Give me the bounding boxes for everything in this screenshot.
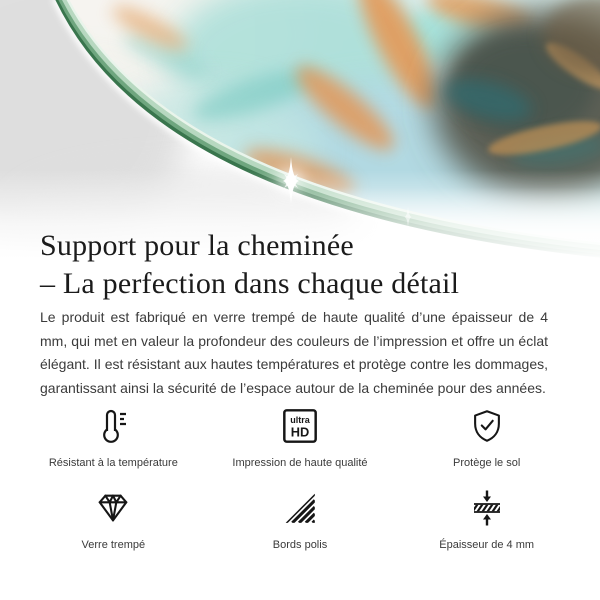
product-description: Le produit est fabriqué en verre trempé de haute qualité d’une épaisseur de 4 mm, qui met en valeur la profondeur des couleurs de l’impression et offre un éclat élégant. Il est résistant aux hautes températures et protège contre les dommages, garantissant ainsi la sécurité de l’espace autour de la cheminée pour des années. [40,309,548,396]
features-grid [20,403,580,567]
feature-polished-edges [207,485,394,567]
diamond-icon [93,485,133,531]
feature-print-quality [207,403,394,485]
feature-label: Protège le sol [453,457,521,469]
product-hero-image [0,0,600,260]
ultra-hd-badge-bottom: HD [290,424,310,440]
feature-label: Impression de haute qualité [232,457,368,469]
ultra-hd-badge-top: ultra [290,415,310,426]
page-title-line1: Support pour la cheminée [40,229,354,262]
feature-label: Résistant à la température [48,457,178,469]
thickness-icon [467,485,507,531]
feature-label: Bords polis [272,539,328,551]
feature-temperature-resistant [20,403,207,485]
feature-label: Épaisseur de 4 mm [439,539,535,551]
feature-floor-protection [393,403,580,485]
page-title-line2: – La perfection dans chaque détail [40,267,460,300]
ultra-hd-icon [281,403,319,449]
feature-label: Verre trempé [81,539,146,551]
feature-tempered-glass [20,485,207,567]
page-title [40,227,459,303]
shield-check-icon [468,403,506,449]
feature-thickness [393,485,580,567]
marble-glass-panel-illustration [0,0,600,260]
thermometer-icon [93,403,133,449]
polished-edges-icon [282,485,318,531]
